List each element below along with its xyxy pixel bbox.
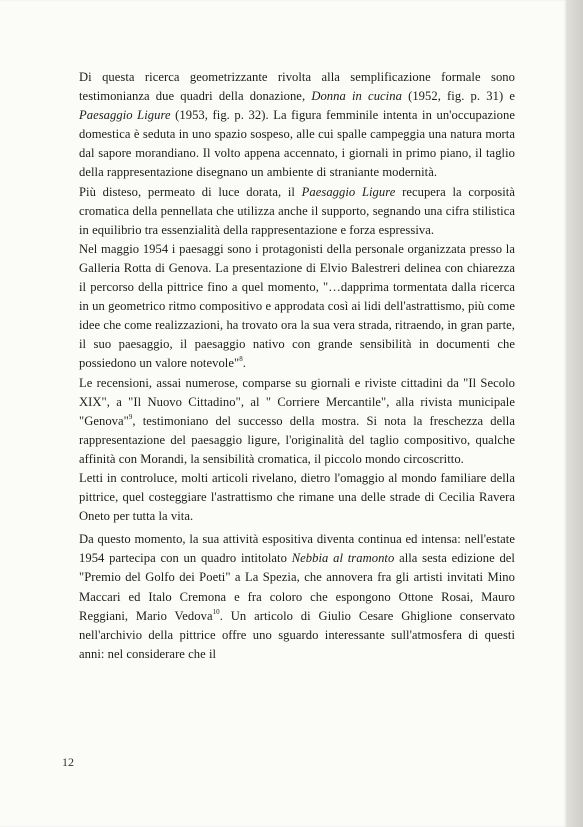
- text-run: recupera la corposità cromatica della pennellata che utilizza anche il supporto, segnando una cifra stilistica in equilibrio tra essenzialità della rappresentazione e forza espressiva.: [79, 184, 515, 237]
- footnote-marker: 8: [239, 355, 243, 364]
- artwork-title: Donna in cucina: [311, 89, 402, 104]
- text-run: . Un articolo di Giulio Cesare Ghiglione conservato nell'archivio della pittrice offre uno sguardo interessante sull'atmosfera di questi anni: nel considerare che il: [79, 608, 515, 661]
- text-run: Più disteso, permeato di luce dorata, il: [79, 184, 302, 199]
- paragraph: [79, 68, 515, 183]
- page-number: 12: [62, 755, 74, 769]
- paragraph: [79, 183, 515, 240]
- text-run: alla sesta edizione del "Premio del Golfo dei Poeti" a La Spezia, che annovera fra gli artisti invitati Mino Maccari ed Italo Cremona e fra coloro che espongono Ottone Rosai, Mauro Reggiani, Mario Vedova: [79, 551, 515, 623]
- text-run: Le recensioni, assai numerose, comparse su giornali e riviste cittadini da "Il Secolo XIX", a "Il Nuovo Cittadino", al " Corriere Mercantile", alla rivista municipale "Genova": [79, 375, 515, 428]
- paragraph: [79, 530, 515, 664]
- book-gutter: [566, 0, 583, 827]
- paragraph: [79, 469, 515, 526]
- text-run: Letti in controluce, molti articoli rivelano, dietro l'omaggio al mondo familiare della pittrice, quel costeggiare l'astrattismo che rimane una delle strade di Cecilia Ravera Oneto per tutta la vita.: [79, 470, 515, 524]
- text-run: , testimoniano del successo della mostra. Si nota la freschezza della rappresentazione del paesaggio ligure, l'originalità del taglio compositivo, qualche affinità con Morandi, la sensibilità cromatica, il piccolo mondo circoscritto.: [79, 413, 515, 466]
- footnote-marker: 9: [128, 412, 133, 421]
- paragraph: [79, 374, 515, 469]
- text-run: .: [242, 356, 246, 371]
- text-run: Da questo momento, la sua attività espositiva diventa continua ed intensa: nell'estate 1954 partecipa con un quadro intitolato: [79, 532, 515, 566]
- artwork-title: Paesaggio Ligure: [301, 184, 396, 199]
- artwork-title: Nebbia al tramonto: [291, 551, 395, 566]
- footnote-marker: 10: [212, 607, 220, 616]
- paragraph: [79, 240, 515, 374]
- text-run: (1953, fig. p. 32). La figura femminile intenta in un'occupazione domestica è seduta in uno spazio sospeso, alle cui spalle campeggia una natura morta dal sapore morandiano. Il volto appena accennato, i giornali in primo piano, il taglio della rappresentazione disegnano un ambiente di straniante modernità.: [79, 108, 515, 180]
- body-text: [79, 68, 515, 664]
- artwork-title: Paesaggio Ligure: [79, 108, 171, 123]
- text-run: (1952, fig. p. 31) e: [401, 89, 515, 104]
- text-run: Di questa ricerca geometrizzante rivolta alla semplificazione formale sono testimonianza due quadri della donazione,: [79, 70, 515, 104]
- text-run: Nel maggio 1954 i paesaggi sono i protagonisti della personale organizzata presso la Galleria Rotta di Genova. La presentazione di Elvio Balestreri delinea con chiarezza il percorso della pittrice fino a quel momento, "…dapprima tormentata dalla ricerca in un geometrico ritmo compositivo e approdata così ai lidi dell'astrattismo, più come idee che come realizzazioni, ha trovato ora la sua vera strada, ritraendo, in gran parte, il suo paesaggio, il paesaggio nativo con grande sensibilità in documenti che possiedono un valore notevole": [79, 241, 515, 371]
